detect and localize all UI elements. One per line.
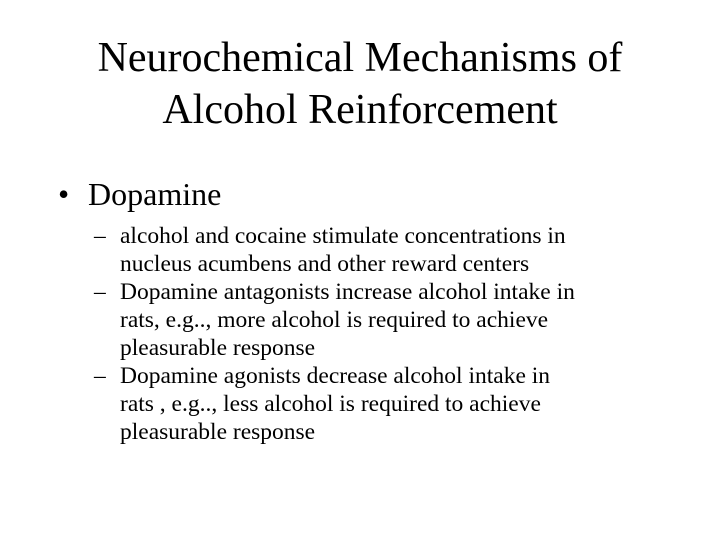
sub-bullet-1	[94, 222, 694, 278]
bullet-dot-icon: •	[58, 176, 70, 212]
dash-icon: –	[94, 363, 106, 389]
sub-bullet-3	[94, 362, 694, 446]
title-line-2: Alcohol Reinforcement	[162, 87, 558, 133]
sub-bullet-1-line-2: nucleus acumbens and other reward centers	[120, 251, 530, 277]
sub-bullet-3-line-1: Dopamine agonists decrease alcohol intake in	[120, 363, 551, 389]
dash-icon: –	[94, 279, 106, 305]
sub-bullet-3-line-2: rats , e.g.., less alcohol is required to achieve	[120, 391, 541, 417]
sub-bullet-2-line-1: Dopamine antagonists increase alcohol intake in	[120, 279, 575, 305]
bullet-dopamine	[58, 175, 221, 213]
bullet-label: Dopamine	[88, 176, 222, 212]
title-line-1: Neurochemical Mechanisms of	[97, 35, 623, 81]
sub-bullet-1-line-1: alcohol and cocaine stimulate concentrations in	[120, 223, 566, 249]
sub-bullet-2-line-2: rats, e.g.., more alcohol is required to achieve	[120, 307, 549, 333]
sub-bullet-2-line-3: pleasurable response	[120, 335, 316, 361]
sub-bullet-3-line-3: pleasurable response	[120, 419, 316, 445]
sub-bullet-2	[94, 278, 694, 362]
slide-title	[40, 32, 680, 136]
sub-bullet-list	[94, 222, 694, 446]
dash-icon: –	[94, 223, 106, 249]
